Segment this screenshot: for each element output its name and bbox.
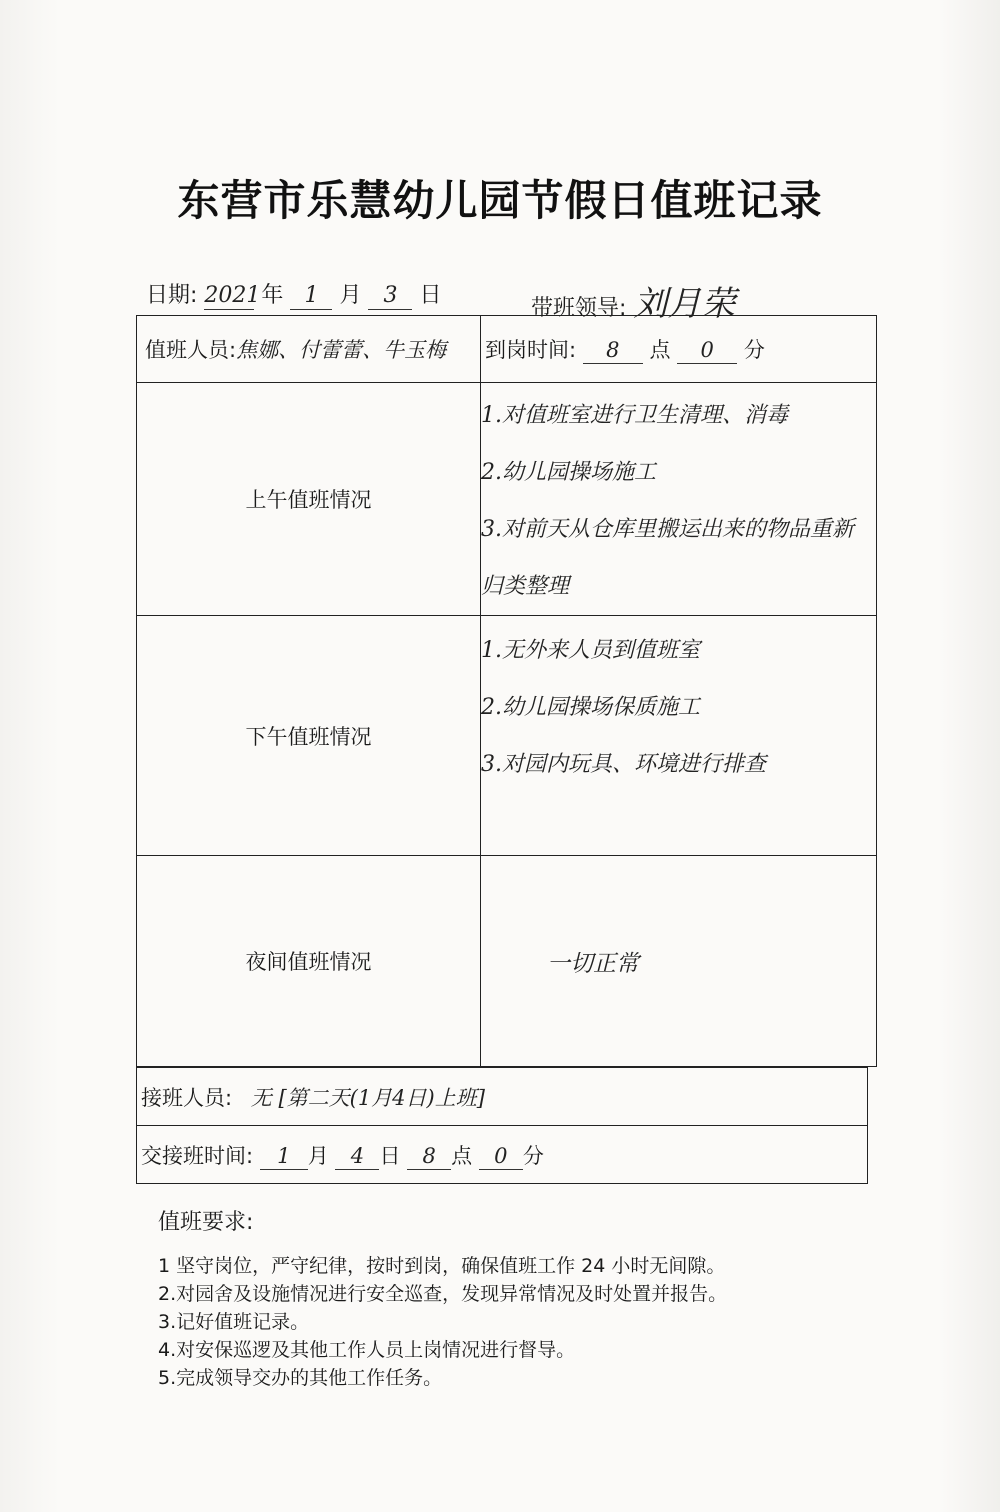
- arrival-cell: [481, 316, 877, 383]
- night-note: 一切正常: [547, 950, 639, 977]
- staff-names: 焦娜、付蕾蕾、牛玉梅: [236, 338, 447, 362]
- morning-note: 2.幼儿园操场施工: [481, 460, 656, 485]
- handover-time-row: [137, 1126, 868, 1184]
- day-unit: 日: [419, 283, 442, 308]
- afternoon-note: 2.幼儿园操场保质施工: [481, 695, 700, 720]
- arrival-label: 到岗时间:: [485, 338, 577, 362]
- handover-day: 4: [335, 1143, 379, 1170]
- morning-note: 3.对前天从仓库里搬运出来的物品重新: [481, 517, 854, 542]
- night-row: [137, 856, 877, 1067]
- handover-minute: 0: [479, 1143, 523, 1170]
- handover-hour: 8: [407, 1143, 451, 1170]
- afternoon-note: 1.无外来人员到值班室: [481, 638, 700, 663]
- leader-label: 带班领导:: [531, 296, 627, 321]
- arrival-minute-unit: 分: [743, 338, 765, 362]
- date-day: 3: [368, 283, 412, 310]
- arrival-hour: 8: [583, 337, 643, 364]
- requirement-item: 3.记好值班记录。: [158, 1311, 310, 1333]
- year-unit: 年: [261, 283, 284, 308]
- staff-cell: [137, 316, 481, 383]
- handover-hour-unit: 点: [451, 1143, 473, 1168]
- afternoon-notes: [481, 616, 877, 856]
- handover-day-unit: 日: [379, 1143, 401, 1168]
- arrival-hour-unit: 点: [649, 338, 671, 362]
- afternoon-note: 3.对园内玩具、环境进行排查: [481, 752, 766, 777]
- requirement-item: 2.对园舍及设施情况进行安全巡查，发现异常情况及时处置并报告。: [158, 1283, 728, 1305]
- requirement-item: 5.完成领导交办的其他工作任务。: [158, 1367, 443, 1389]
- morning-row: [137, 383, 877, 616]
- month-unit: 月: [339, 283, 362, 308]
- staff-label: 值班人员:: [145, 338, 237, 362]
- requirement-item: 4.对安保巡逻及其他工作人员上岗情况进行督导。: [158, 1339, 576, 1361]
- handover-person-cell: [137, 1068, 868, 1126]
- handover-person-row: [137, 1068, 868, 1126]
- date-label: 日期:: [146, 283, 198, 308]
- date-month: 1: [290, 283, 332, 310]
- afternoon-row: [137, 616, 877, 856]
- handover-time-cell: [137, 1126, 868, 1184]
- handover-table: [136, 1067, 868, 1184]
- date-year: 2021: [204, 283, 261, 308]
- morning-note: 归类整理: [481, 574, 570, 599]
- night-label: 夜间值班情况: [137, 856, 481, 1067]
- morning-note: 1.对值班室进行卫生清理、消毒: [481, 403, 788, 428]
- staff-row: [137, 316, 877, 383]
- night-notes: [481, 856, 877, 1067]
- leader-signature: 刘月荣: [633, 284, 736, 324]
- handover-person-value: 无 [第二天(1月4日)上班]: [250, 1085, 485, 1110]
- handover-month-unit: 月: [307, 1143, 329, 1168]
- arrival-minute: 0: [677, 337, 737, 364]
- requirements-title: 值班要求:: [158, 1210, 254, 1235]
- date-row: [146, 278, 441, 310]
- duty-requirements: [158, 1205, 918, 1392]
- handover-minute-unit: 分: [522, 1143, 544, 1168]
- duty-table: [136, 315, 877, 1067]
- requirement-item: 1 坚守岗位，严守纪律，按时到岗，确保值班工作 24 小时无间隙。: [158, 1255, 726, 1277]
- morning-notes: [481, 383, 877, 616]
- handover-month: 1: [260, 1143, 308, 1170]
- morning-label: 上午值班情况: [137, 383, 481, 616]
- page-title: 东营市乐慧幼儿园节假日值班记录: [177, 176, 823, 225]
- handover-time-label: 交接班时间:: [141, 1143, 254, 1168]
- afternoon-label: 下午值班情况: [137, 616, 481, 856]
- handover-person-label: 接班人员:: [141, 1085, 233, 1110]
